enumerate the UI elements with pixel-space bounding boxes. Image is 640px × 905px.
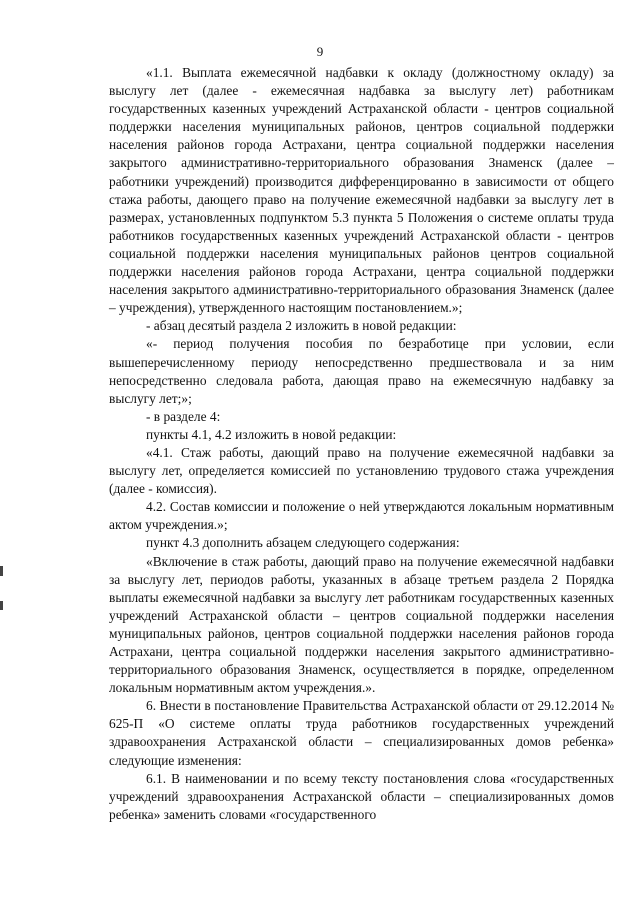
paragraph-item-6: 6. Внести в постановление Правительства Астраханской области от 29.12.2014 № 625-П «О системе оплаты труда работников государственных учреждений здравоохранения Астраханской области – специализированных домов ребенка» следующие изменения: bbox=[109, 698, 614, 768]
paragraph-section-4-heading: - в разделе 4: bbox=[146, 408, 221, 424]
page-number: 9 bbox=[316, 44, 324, 59]
paragraph-work-experience-inclusion: «Включение в стаж работы, дающий право на получение ежемесячной надбавки за выслугу лет, периодов работы, указанных в абзаце третьем раздела 2 Порядка выплаты ежемесячной надбавки за выслугу лет работникам государственных казенных учреждений Астраханской области – центров социальной поддержки населения муниципальных районов, центров социальной поддержки населения районов города Астрахани, центра социальной поддержки населения закрытого административно-территориального образования Знаменск, осуществляется в порядке, определенном локальным нормативным актом учреждения.». bbox=[109, 553, 614, 696]
scan-edge-mark bbox=[0, 566, 3, 576]
paragraph-unemployment-period: «- период получения пособия по безработице при условии, если вышеперечисленному периоду непосредственно предшествовала и за ним непосредственно следовала работа, дающая право на ежемесячную надбавку за выслугу лет;»; bbox=[109, 336, 614, 406]
paragraph-items-4-1-4-2: пункты 4.1, 4.2 изложить в новой редакции: bbox=[146, 426, 397, 442]
paragraph-item-4-1: «4.1. Стаж работы, дающий право на получение ежемесячной надбавки за выслугу лет, определяется комиссией по установлению трудового стажа учреждения (далее - комиссия). bbox=[109, 444, 614, 497]
paragraph-item-4-2: 4.2. Состав комиссии и положение о ней утверждаются локальным нормативным актом учреждения.»; bbox=[109, 499, 614, 533]
paragraph-section-2-amendment: - абзац десятый раздела 2 изложить в новой редакции: bbox=[146, 318, 457, 334]
paragraph-1-1-bonus-payment: «1.1. Выплата ежемесячной надбавки к окладу (должностному окладу) за выслугу лет (далее - ежемесячная надбавка за выслугу лет) работникам государственных казенных учреждений Астраханской области - центров социальной поддержки населения муниципальных районов, центров социальной поддержки населения районов города Астрахани, центра социальной поддержки населения закрытого административно-территориального образования Знаменск (далее – работники учреждений) производится дифференцированно в зависимости от общего стажа работы, дающего право на получение ежемесячной надбавки за выслугу лет в размерах, установленных подпунктом 5.3 пункта 5 Положения о системе оплаты труда работников государственных казенных учреждений Астраханской области - центров социальной поддержки населения муниципальных районов центров социальной поддержки населения районов города Астрахани, центра социальной поддержки населения закрытого административно-территориального образования Знаменск (далее – учреждения), утвержденного настоящим постановлением.»; bbox=[109, 65, 614, 316]
paragraph-item-6-1: 6.1. В наименовании и по всему тексту постановления слова «государственных учреждений здравоохранения Астраханской области – специализированных домов ребенка» заменить словами «государственного bbox=[109, 770, 614, 822]
paragraph-item-4-3-addition: пункт 4.3 дополнить абзацем следующего содержания: bbox=[146, 535, 460, 551]
scan-edge-mark bbox=[0, 601, 3, 610]
document-body bbox=[109, 64, 614, 824]
